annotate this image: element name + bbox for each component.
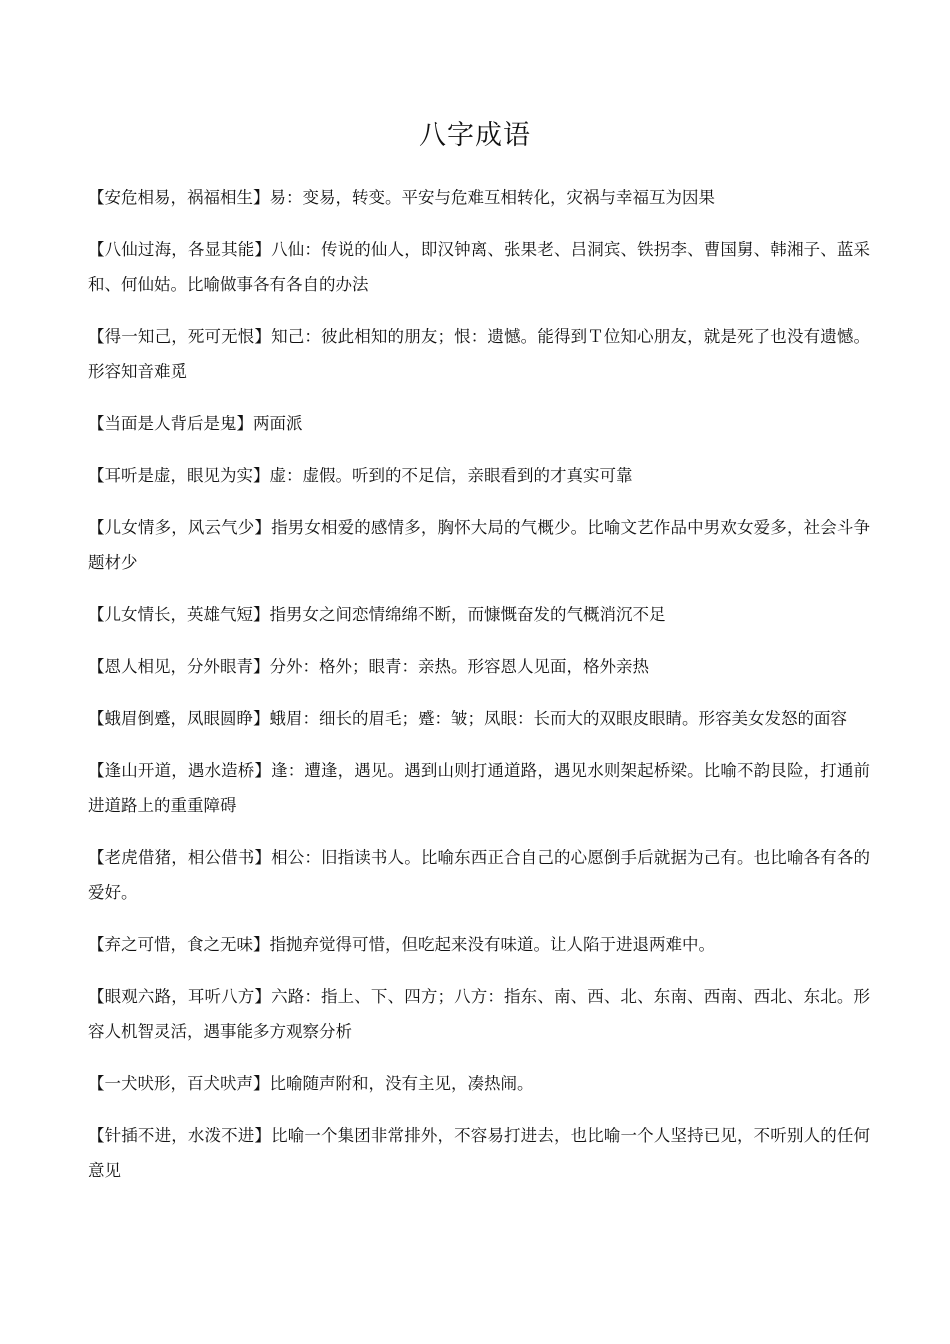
idiom-definition: 八仙：传说的仙人，即汉钟离、张果老、吕洞宾、铁拐李、曹国舅、韩湘子、蓝采和、何仙姑。比喻做事各有各自的办法 (88, 240, 871, 294)
idiom-entry (88, 510, 870, 580)
idiom-entry (88, 458, 870, 493)
idiom-entry (88, 597, 870, 632)
page-title: 八字成语 (419, 120, 531, 151)
idiom-definition: 指抛弃觉得可惜，但吃起来没有味道。让人陷于进退两难中。 (269, 935, 715, 954)
idiom-term: 【眼观六路，耳听八方】 (88, 987, 272, 1006)
idiom-term: 【老虎借猪，相公借书】 (88, 848, 272, 867)
idiom-definition: 相公：旧指读书人。比喻东西正合自己的心愿倒手后就据为己有。也比喻各有各的爱好。 (88, 848, 871, 902)
idiom-entry (88, 1066, 870, 1101)
idiom-term: 【八仙过海，各显其能】 (88, 240, 272, 259)
idiom-term: 【恩人相见，分外眼青】 (88, 657, 270, 676)
idiom-term: 【儿女情多，风云气少】 (88, 518, 272, 537)
idiom-term: 【针插不进，水泼不进】 (88, 1126, 272, 1145)
idiom-definition: 蛾眉：细长的眉毛；蹙：皱；凤眼：长而大的双眼皮眼睛。形容美女发怒的面容 (269, 709, 847, 728)
idiom-definition: 两面派 (253, 414, 303, 433)
idiom-entry (88, 1118, 870, 1188)
idiom-term: 【得一知己，死可无恨】 (88, 327, 272, 346)
idiom-term: 【弃之可惜，食之无味】 (88, 935, 270, 954)
idiom-entry (88, 927, 870, 962)
idiom-entry (88, 319, 870, 389)
idiom-definition: 指男女之间恋情绵绵不断，而慷慨奋发的气概消沉不足 (269, 605, 666, 624)
idiom-entry (88, 232, 870, 302)
idiom-entry (88, 180, 870, 215)
idiom-definition: 分外：格外；眼青：亲热。形容恩人见面，格外亲热 (269, 657, 649, 676)
idiom-term: 【耳听是虚，眼见为实】 (88, 466, 270, 485)
idiom-entry (88, 649, 870, 684)
idiom-term: 【儿女情长，英雄气短】 (88, 605, 270, 624)
idiom-term: 【逢山开道，遇水造桥】 (88, 761, 272, 780)
idiom-term: 【当面是人背后是鬼】 (88, 414, 253, 433)
idiom-definition: 虚：虚假。听到的不足信，亲眼看到的才真实可靠 (269, 466, 633, 485)
idiom-list (88, 180, 870, 1205)
idiom-entry (88, 406, 870, 441)
idiom-entry (88, 753, 870, 823)
idiom-term: 【一犬吠形，百犬吠声】 (88, 1074, 270, 1093)
idiom-entry (88, 701, 870, 736)
idiom-definition: 六路：指上、下、四方；八方：指东、南、西、北、东南、西南、西北、东北。形容人机智灵活，遇事能多方观察分析 (88, 987, 871, 1041)
idiom-entry (88, 979, 870, 1049)
idiom-definition: 指男女相爱的感情多，胸怀大局的气概少。比喻文艺作品中男欢女爱多，社会斗争题材少 (88, 518, 871, 572)
idiom-definition: 易：变易，转变。平安与危难互相转化，灾祸与幸福互为因果 (269, 188, 715, 207)
idiom-definition: 比喻一个集团非常排外，不容易打进去，也比喻一个人坚持已见，不听别人的任何意见 (88, 1126, 871, 1180)
idiom-term: 【蛾眉倒蹙，凤眼圆睁】 (88, 709, 270, 728)
idiom-term: 【安危相易，祸福相生】 (88, 188, 270, 207)
idiom-definition: 逢：遭逢，遇见。遇到山则打通道路，遇见水则架起桥梁。比喻不韵艮险，打通前进道路上的重重障碍 (88, 761, 871, 815)
idiom-definition: 比喻随声附和，没有主见，凑热闹。 (269, 1074, 534, 1093)
idiom-definition: 知己：彼此相知的朋友；恨：遗憾。能得到Ｔ位知心朋友，就是死了也没有遗憾。形容知音难觅 (88, 327, 871, 381)
idiom-entry (88, 840, 870, 910)
